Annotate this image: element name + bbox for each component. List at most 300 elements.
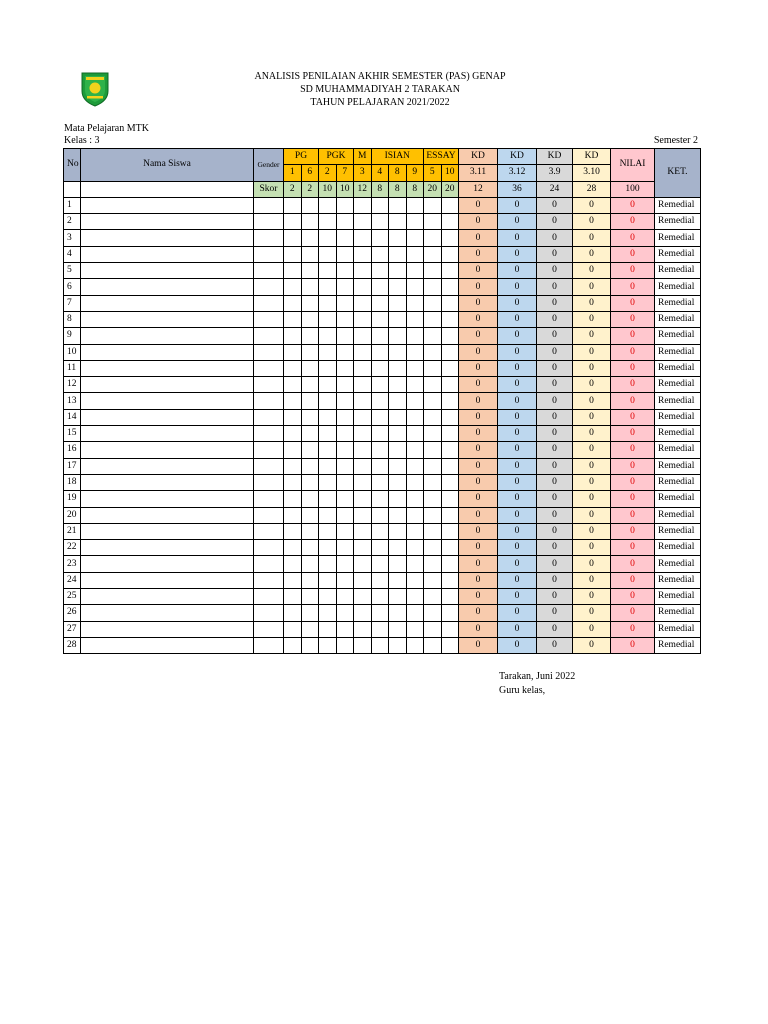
answer-cell[interactable]: [389, 491, 407, 507]
answer-cell[interactable]: [336, 491, 354, 507]
answer-cell[interactable]: [389, 589, 407, 605]
student-name-cell[interactable]: [81, 279, 254, 295]
answer-cell[interactable]: [424, 621, 442, 637]
answer-cell[interactable]: [406, 377, 424, 393]
answer-cell[interactable]: [441, 230, 459, 246]
answer-cell[interactable]: [336, 540, 354, 556]
gender-cell[interactable]: [254, 556, 284, 572]
student-name-cell[interactable]: [81, 556, 254, 572]
answer-cell[interactable]: [424, 279, 442, 295]
gender-cell[interactable]: [254, 360, 284, 376]
answer-cell[interactable]: [336, 197, 354, 213]
answer-cell[interactable]: [371, 263, 389, 279]
student-name-cell[interactable]: [81, 360, 254, 376]
answer-cell[interactable]: [406, 589, 424, 605]
answer-cell[interactable]: [354, 442, 372, 458]
answer-cell[interactable]: [301, 572, 319, 588]
answer-cell[interactable]: [284, 426, 302, 442]
answer-cell[interactable]: [354, 426, 372, 442]
answer-cell[interactable]: [354, 344, 372, 360]
gender-cell[interactable]: [254, 572, 284, 588]
answer-cell[interactable]: [389, 572, 407, 588]
answer-cell[interactable]: [406, 556, 424, 572]
answer-cell[interactable]: [284, 556, 302, 572]
answer-cell[interactable]: [336, 442, 354, 458]
gender-cell[interactable]: [254, 426, 284, 442]
answer-cell[interactable]: [336, 589, 354, 605]
answer-cell[interactable]: [336, 637, 354, 653]
answer-cell[interactable]: [354, 605, 372, 621]
gender-cell[interactable]: [254, 458, 284, 474]
answer-cell[interactable]: [301, 295, 319, 311]
answer-cell[interactable]: [389, 637, 407, 653]
answer-cell[interactable]: [336, 621, 354, 637]
answer-cell[interactable]: [389, 507, 407, 523]
answer-cell[interactable]: [424, 311, 442, 327]
answer-cell[interactable]: [319, 263, 337, 279]
answer-cell[interactable]: [336, 393, 354, 409]
answer-cell[interactable]: [301, 637, 319, 653]
answer-cell[interactable]: [424, 507, 442, 523]
answer-cell[interactable]: [284, 214, 302, 230]
answer-cell[interactable]: [301, 621, 319, 637]
answer-cell[interactable]: [319, 442, 337, 458]
answer-cell[interactable]: [406, 442, 424, 458]
answer-cell[interactable]: [319, 377, 337, 393]
student-name-cell[interactable]: [81, 377, 254, 393]
answer-cell[interactable]: [319, 556, 337, 572]
answer-cell[interactable]: [389, 279, 407, 295]
answer-cell[interactable]: [424, 246, 442, 262]
answer-cell[interactable]: [354, 621, 372, 637]
gender-cell[interactable]: [254, 246, 284, 262]
answer-cell[interactable]: [441, 621, 459, 637]
answer-cell[interactable]: [406, 507, 424, 523]
answer-cell[interactable]: [319, 491, 337, 507]
answer-cell[interactable]: [424, 442, 442, 458]
answer-cell[interactable]: [371, 556, 389, 572]
answer-cell[interactable]: [389, 295, 407, 311]
gender-cell[interactable]: [254, 409, 284, 425]
answer-cell[interactable]: [389, 246, 407, 262]
answer-cell[interactable]: [406, 360, 424, 376]
answer-cell[interactable]: [336, 605, 354, 621]
student-name-cell[interactable]: [81, 637, 254, 653]
answer-cell[interactable]: [371, 442, 389, 458]
answer-cell[interactable]: [319, 279, 337, 295]
student-name-cell[interactable]: [81, 344, 254, 360]
answer-cell[interactable]: [336, 556, 354, 572]
answer-cell[interactable]: [389, 458, 407, 474]
answer-cell[interactable]: [284, 523, 302, 539]
answer-cell[interactable]: [301, 556, 319, 572]
gender-cell[interactable]: [254, 540, 284, 556]
answer-cell[interactable]: [301, 426, 319, 442]
gender-cell[interactable]: [254, 197, 284, 213]
answer-cell[interactable]: [424, 409, 442, 425]
gender-cell[interactable]: [254, 263, 284, 279]
gender-cell[interactable]: [254, 214, 284, 230]
gender-cell[interactable]: [254, 295, 284, 311]
answer-cell[interactable]: [371, 311, 389, 327]
answer-cell[interactable]: [406, 311, 424, 327]
answer-cell[interactable]: [406, 540, 424, 556]
answer-cell[interactable]: [301, 589, 319, 605]
answer-cell[interactable]: [371, 637, 389, 653]
answer-cell[interactable]: [354, 572, 372, 588]
answer-cell[interactable]: [336, 328, 354, 344]
answer-cell[interactable]: [371, 230, 389, 246]
answer-cell[interactable]: [354, 474, 372, 490]
answer-cell[interactable]: [424, 328, 442, 344]
answer-cell[interactable]: [301, 442, 319, 458]
answer-cell[interactable]: [336, 409, 354, 425]
answer-cell[interactable]: [371, 474, 389, 490]
answer-cell[interactable]: [354, 458, 372, 474]
gender-cell[interactable]: [254, 442, 284, 458]
student-name-cell[interactable]: [81, 230, 254, 246]
answer-cell[interactable]: [441, 523, 459, 539]
gender-cell[interactable]: [254, 491, 284, 507]
answer-cell[interactable]: [441, 279, 459, 295]
answer-cell[interactable]: [424, 540, 442, 556]
answer-cell[interactable]: [319, 230, 337, 246]
answer-cell[interactable]: [441, 311, 459, 327]
answer-cell[interactable]: [354, 311, 372, 327]
student-name-cell[interactable]: [81, 523, 254, 539]
answer-cell[interactable]: [319, 572, 337, 588]
answer-cell[interactable]: [406, 279, 424, 295]
answer-cell[interactable]: [406, 523, 424, 539]
answer-cell[interactable]: [424, 523, 442, 539]
answer-cell[interactable]: [319, 295, 337, 311]
answer-cell[interactable]: [406, 214, 424, 230]
answer-cell[interactable]: [441, 360, 459, 376]
answer-cell[interactable]: [319, 344, 337, 360]
answer-cell[interactable]: [284, 589, 302, 605]
student-name-cell[interactable]: [81, 589, 254, 605]
answer-cell[interactable]: [424, 458, 442, 474]
answer-cell[interactable]: [389, 311, 407, 327]
answer-cell[interactable]: [284, 637, 302, 653]
answer-cell[interactable]: [336, 377, 354, 393]
answer-cell[interactable]: [371, 409, 389, 425]
student-name-cell[interactable]: [81, 409, 254, 425]
answer-cell[interactable]: [371, 328, 389, 344]
answer-cell[interactable]: [284, 409, 302, 425]
answer-cell[interactable]: [301, 458, 319, 474]
answer-cell[interactable]: [424, 295, 442, 311]
answer-cell[interactable]: [424, 589, 442, 605]
student-name-cell[interactable]: [81, 572, 254, 588]
answer-cell[interactable]: [336, 230, 354, 246]
answer-cell[interactable]: [441, 295, 459, 311]
answer-cell[interactable]: [336, 458, 354, 474]
student-name-cell[interactable]: [81, 426, 254, 442]
answer-cell[interactable]: [424, 605, 442, 621]
answer-cell[interactable]: [424, 377, 442, 393]
answer-cell[interactable]: [389, 426, 407, 442]
answer-cell[interactable]: [389, 523, 407, 539]
student-name-cell[interactable]: [81, 442, 254, 458]
answer-cell[interactable]: [319, 637, 337, 653]
answer-cell[interactable]: [441, 540, 459, 556]
answer-cell[interactable]: [301, 197, 319, 213]
answer-cell[interactable]: [441, 491, 459, 507]
answer-cell[interactable]: [319, 605, 337, 621]
answer-cell[interactable]: [389, 197, 407, 213]
answer-cell[interactable]: [406, 393, 424, 409]
answer-cell[interactable]: [301, 393, 319, 409]
answer-cell[interactable]: [441, 328, 459, 344]
answer-cell[interactable]: [354, 491, 372, 507]
answer-cell[interactable]: [354, 409, 372, 425]
answer-cell[interactable]: [284, 246, 302, 262]
answer-cell[interactable]: [371, 605, 389, 621]
answer-cell[interactable]: [371, 458, 389, 474]
answer-cell[interactable]: [284, 540, 302, 556]
answer-cell[interactable]: [336, 523, 354, 539]
answer-cell[interactable]: [441, 637, 459, 653]
answer-cell[interactable]: [301, 360, 319, 376]
answer-cell[interactable]: [371, 491, 389, 507]
answer-cell[interactable]: [336, 344, 354, 360]
answer-cell[interactable]: [371, 507, 389, 523]
answer-cell[interactable]: [424, 426, 442, 442]
answer-cell[interactable]: [389, 263, 407, 279]
answer-cell[interactable]: [354, 360, 372, 376]
answer-cell[interactable]: [371, 377, 389, 393]
answer-cell[interactable]: [441, 589, 459, 605]
answer-cell[interactable]: [354, 637, 372, 653]
answer-cell[interactable]: [441, 556, 459, 572]
answer-cell[interactable]: [319, 540, 337, 556]
student-name-cell[interactable]: [81, 311, 254, 327]
answer-cell[interactable]: [319, 474, 337, 490]
answer-cell[interactable]: [301, 311, 319, 327]
answer-cell[interactable]: [424, 491, 442, 507]
answer-cell[interactable]: [319, 426, 337, 442]
gender-cell[interactable]: [254, 377, 284, 393]
answer-cell[interactable]: [336, 246, 354, 262]
answer-cell[interactable]: [301, 377, 319, 393]
student-name-cell[interactable]: [81, 295, 254, 311]
answer-cell[interactable]: [284, 197, 302, 213]
answer-cell[interactable]: [424, 263, 442, 279]
answer-cell[interactable]: [389, 442, 407, 458]
answer-cell[interactable]: [336, 360, 354, 376]
gender-cell[interactable]: [254, 523, 284, 539]
answer-cell[interactable]: [441, 507, 459, 523]
answer-cell[interactable]: [389, 621, 407, 637]
gender-cell[interactable]: [254, 605, 284, 621]
answer-cell[interactable]: [336, 311, 354, 327]
answer-cell[interactable]: [284, 279, 302, 295]
gender-cell[interactable]: [254, 474, 284, 490]
answer-cell[interactable]: [319, 409, 337, 425]
answer-cell[interactable]: [406, 328, 424, 344]
answer-cell[interactable]: [354, 263, 372, 279]
answer-cell[interactable]: [424, 230, 442, 246]
answer-cell[interactable]: [371, 295, 389, 311]
answer-cell[interactable]: [371, 540, 389, 556]
answer-cell[interactable]: [319, 328, 337, 344]
answer-cell[interactable]: [319, 523, 337, 539]
answer-cell[interactable]: [284, 507, 302, 523]
answer-cell[interactable]: [284, 621, 302, 637]
answer-cell[interactable]: [301, 263, 319, 279]
answer-cell[interactable]: [389, 230, 407, 246]
answer-cell[interactable]: [406, 426, 424, 442]
answer-cell[interactable]: [406, 197, 424, 213]
gender-cell[interactable]: [254, 589, 284, 605]
answer-cell[interactable]: [389, 360, 407, 376]
answer-cell[interactable]: [406, 458, 424, 474]
student-name-cell[interactable]: [81, 605, 254, 621]
answer-cell[interactable]: [354, 214, 372, 230]
gender-cell[interactable]: [254, 637, 284, 653]
answer-cell[interactable]: [441, 572, 459, 588]
answer-cell[interactable]: [301, 491, 319, 507]
answer-cell[interactable]: [354, 377, 372, 393]
answer-cell[interactable]: [319, 393, 337, 409]
answer-cell[interactable]: [406, 621, 424, 637]
answer-cell[interactable]: [406, 344, 424, 360]
answer-cell[interactable]: [406, 637, 424, 653]
answer-cell[interactable]: [424, 393, 442, 409]
answer-cell[interactable]: [301, 230, 319, 246]
answer-cell[interactable]: [406, 474, 424, 490]
answer-cell[interactable]: [389, 474, 407, 490]
answer-cell[interactable]: [354, 246, 372, 262]
answer-cell[interactable]: [441, 409, 459, 425]
answer-cell[interactable]: [406, 572, 424, 588]
answer-cell[interactable]: [284, 491, 302, 507]
answer-cell[interactable]: [301, 474, 319, 490]
student-name-cell[interactable]: [81, 246, 254, 262]
answer-cell[interactable]: [389, 393, 407, 409]
answer-cell[interactable]: [284, 263, 302, 279]
answer-cell[interactable]: [371, 589, 389, 605]
answer-cell[interactable]: [284, 442, 302, 458]
answer-cell[interactable]: [441, 442, 459, 458]
answer-cell[interactable]: [424, 214, 442, 230]
answer-cell[interactable]: [336, 474, 354, 490]
answer-cell[interactable]: [371, 360, 389, 376]
answer-cell[interactable]: [441, 426, 459, 442]
answer-cell[interactable]: [371, 426, 389, 442]
answer-cell[interactable]: [424, 474, 442, 490]
answer-cell[interactable]: [319, 311, 337, 327]
answer-cell[interactable]: [301, 214, 319, 230]
answer-cell[interactable]: [301, 605, 319, 621]
answer-cell[interactable]: [354, 540, 372, 556]
answer-cell[interactable]: [336, 295, 354, 311]
student-name-cell[interactable]: [81, 214, 254, 230]
answer-cell[interactable]: [441, 263, 459, 279]
answer-cell[interactable]: [319, 507, 337, 523]
gender-cell[interactable]: [254, 507, 284, 523]
answer-cell[interactable]: [336, 214, 354, 230]
answer-cell[interactable]: [441, 458, 459, 474]
answer-cell[interactable]: [371, 197, 389, 213]
answer-cell[interactable]: [319, 246, 337, 262]
answer-cell[interactable]: [389, 556, 407, 572]
answer-cell[interactable]: [354, 556, 372, 572]
answer-cell[interactable]: [371, 344, 389, 360]
gender-cell[interactable]: [254, 230, 284, 246]
answer-cell[interactable]: [284, 458, 302, 474]
answer-cell[interactable]: [441, 605, 459, 621]
answer-cell[interactable]: [389, 344, 407, 360]
answer-cell[interactable]: [301, 409, 319, 425]
answer-cell[interactable]: [371, 214, 389, 230]
answer-cell[interactable]: [406, 230, 424, 246]
answer-cell[interactable]: [441, 474, 459, 490]
answer-cell[interactable]: [319, 621, 337, 637]
gender-cell[interactable]: [254, 393, 284, 409]
answer-cell[interactable]: [424, 637, 442, 653]
answer-cell[interactable]: [319, 214, 337, 230]
answer-cell[interactable]: [354, 523, 372, 539]
answer-cell[interactable]: [389, 540, 407, 556]
answer-cell[interactable]: [284, 344, 302, 360]
answer-cell[interactable]: [424, 556, 442, 572]
student-name-cell[interactable]: [81, 621, 254, 637]
answer-cell[interactable]: [371, 621, 389, 637]
answer-cell[interactable]: [406, 409, 424, 425]
answer-cell[interactable]: [354, 230, 372, 246]
answer-cell[interactable]: [354, 328, 372, 344]
answer-cell[interactable]: [284, 328, 302, 344]
answer-cell[interactable]: [406, 263, 424, 279]
answer-cell[interactable]: [301, 279, 319, 295]
answer-cell[interactable]: [389, 605, 407, 621]
answer-cell[interactable]: [424, 197, 442, 213]
answer-cell[interactable]: [424, 572, 442, 588]
answer-cell[interactable]: [284, 572, 302, 588]
answer-cell[interactable]: [371, 279, 389, 295]
student-name-cell[interactable]: [81, 263, 254, 279]
student-name-cell[interactable]: [81, 491, 254, 507]
answer-cell[interactable]: [371, 246, 389, 262]
answer-cell[interactable]: [441, 344, 459, 360]
answer-cell[interactable]: [301, 507, 319, 523]
student-name-cell[interactable]: [81, 393, 254, 409]
answer-cell[interactable]: [389, 377, 407, 393]
answer-cell[interactable]: [424, 360, 442, 376]
answer-cell[interactable]: [441, 246, 459, 262]
answer-cell[interactable]: [336, 507, 354, 523]
answer-cell[interactable]: [301, 540, 319, 556]
answer-cell[interactable]: [336, 279, 354, 295]
answer-cell[interactable]: [301, 246, 319, 262]
answer-cell[interactable]: [371, 523, 389, 539]
answer-cell[interactable]: [441, 377, 459, 393]
student-name-cell[interactable]: [81, 540, 254, 556]
answer-cell[interactable]: [284, 605, 302, 621]
answer-cell[interactable]: [441, 197, 459, 213]
answer-cell[interactable]: [354, 589, 372, 605]
answer-cell[interactable]: [371, 572, 389, 588]
answer-cell[interactable]: [406, 246, 424, 262]
answer-cell[interactable]: [336, 572, 354, 588]
answer-cell[interactable]: [284, 360, 302, 376]
answer-cell[interactable]: [301, 523, 319, 539]
student-name-cell[interactable]: [81, 474, 254, 490]
answer-cell[interactable]: [284, 230, 302, 246]
student-name-cell[interactable]: [81, 458, 254, 474]
